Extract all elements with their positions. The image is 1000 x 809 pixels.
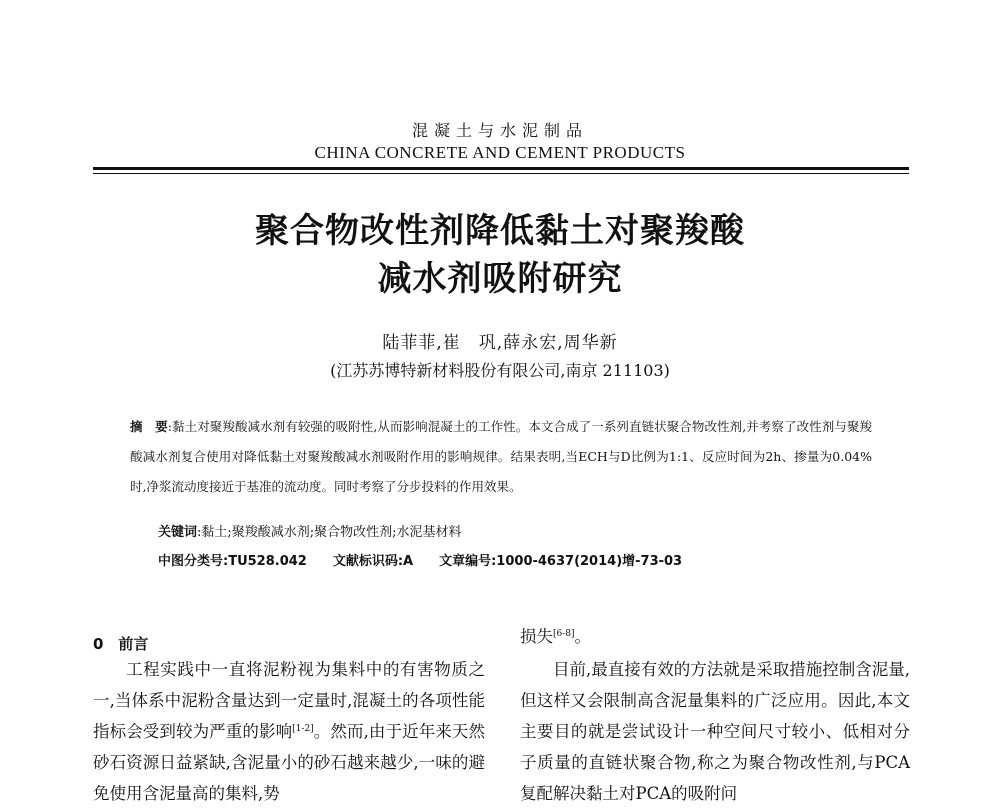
abstract-text: :黏土对聚羧酸减水剂有较强的吸附性,从而影响混凝土的工作性。本文合成了一系列直链状聚合物改性剂,并考察了改性剂与聚羧酸减水剂复合使用对降低黏土对聚羧酸减水剂吸附作用的影响规律。结果表明,当ECH与D比例为1:1、反应时间为2h、掺量为0.04%时,净浆流动度接近于基准的流动度。同时考察了分步投料的作用效果。 (130, 419, 872, 494)
paper-title-line1: 聚合物改性剂降低黏土对聚羧酸 (255, 211, 745, 251)
left-column (93, 654, 485, 809)
citation: [1-2] (292, 724, 314, 734)
paragraph-text: 。然而,由于近年来天然砂石资源日益紧缺,含泥量小的砂石越来越少,一味的避免使用含泥量高的集料,势 (93, 722, 486, 803)
abstract-label: 摘 要 (130, 419, 168, 434)
section-heading: 0 前言 (93, 635, 149, 653)
authors: 陆菲菲,崔 巩,薛永宏,周华新 (382, 333, 618, 353)
right-column (520, 654, 910, 809)
header-rule-thick (93, 167, 909, 170)
paper-title-line2: 减水剂吸附研究 (377, 259, 623, 299)
keywords-label: 关键词 (158, 525, 198, 540)
paragraph (93, 654, 485, 809)
paragraph-text: 工程实践中一直将泥粉视为集料中的有害物质之一,当体系中泥粉含量达到一定量时,混凝土的各项性能指标会受到较为严重的影响 (93, 660, 485, 741)
abstract (130, 412, 872, 502)
header-rule-thin (93, 173, 909, 174)
keywords-text: :黏土;聚羧酸减水剂;聚合物改性剂;水泥基材料 (197, 525, 462, 540)
clc-number: 中图分类号:TU528.042 (158, 554, 307, 569)
right-column-continuation (520, 623, 591, 647)
paragraph-text: 。 (574, 627, 592, 646)
article-number: 文章编号:1000-4637(2014)增-73-03 (439, 554, 683, 569)
journal-title-cn: 混凝土与水泥制品 (411, 121, 588, 140)
paragraph: 目前,最直接有效的方法就是采取措施控制含泥量,但这样又会限制高含泥量集料的广泛应用。因此,本文主要目的就是尝试设计一种空间尺寸较小、低相对分子质量的直链状聚合物,称之为聚合物改性剂,与PCA复配解决黏土对PCA的吸附问 (520, 660, 910, 803)
paragraph-text: 损失 (520, 627, 553, 646)
citation: [6-8] (553, 629, 575, 639)
classification-line (158, 550, 872, 569)
document-code: 文献标识码:A (332, 554, 414, 569)
keywords (158, 521, 872, 540)
affiliation: (江苏苏博特新材料股份有限公司,南京 211103) (330, 361, 670, 380)
journal-title-en: CHINA CONCRETE AND CEMENT PRODUCTS (314, 143, 686, 162)
